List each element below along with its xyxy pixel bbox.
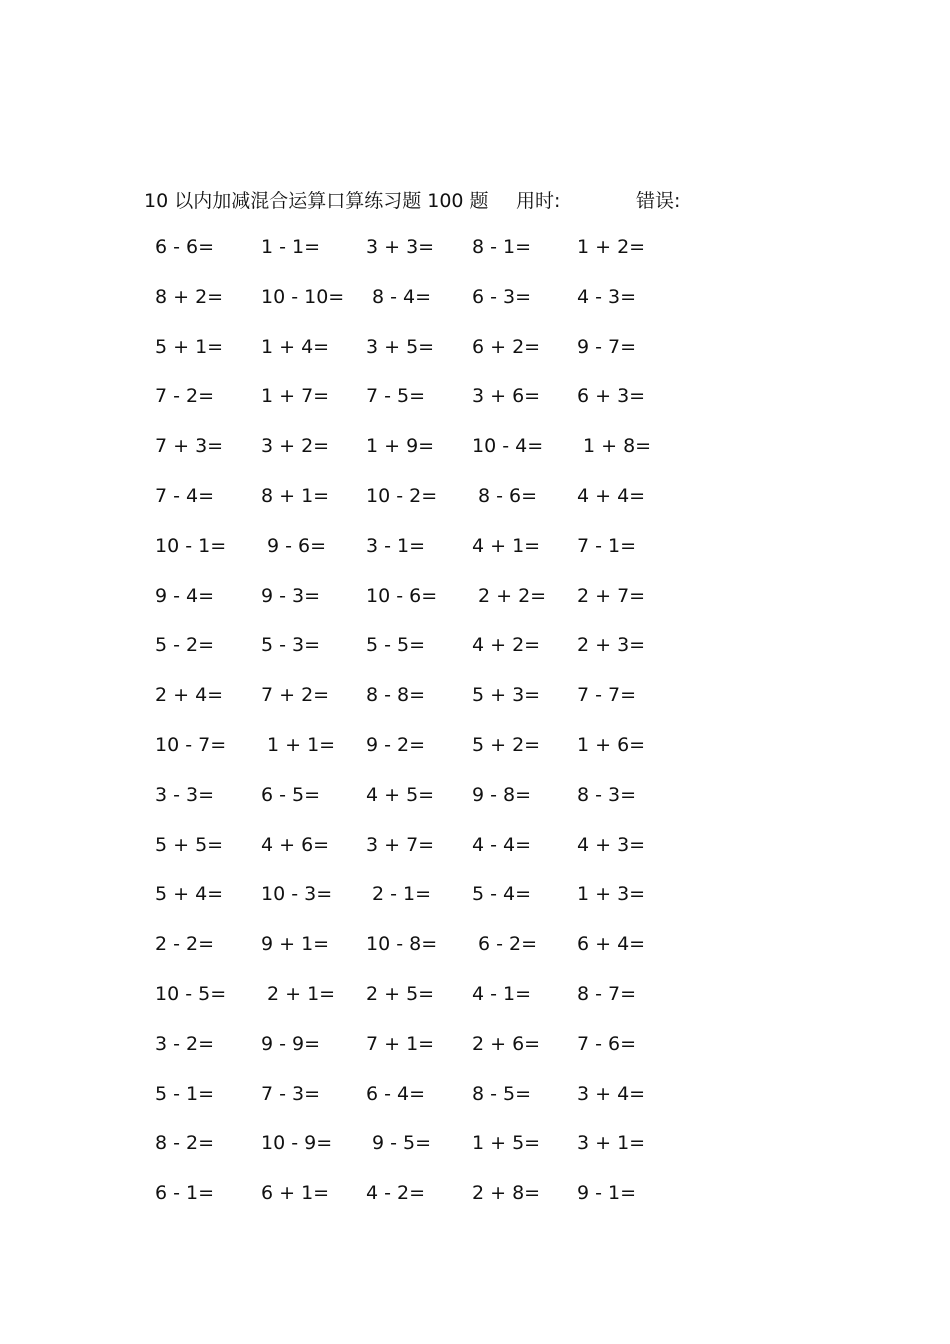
problem-item: 7 + 1=: [366, 1032, 435, 1055]
problem-item: 2 + 6=: [472, 1032, 541, 1055]
problem-item: 5 + 3=: [472, 684, 541, 707]
problem-item: 9 + 1=: [261, 933, 330, 956]
problem-item: 4 + 6=: [261, 833, 330, 856]
problem-item: 2 + 1=: [267, 983, 336, 1005]
problem-item: 3 + 5=: [366, 335, 435, 358]
problem-item: 1 + 5=: [472, 1132, 541, 1155]
problem-item: 6 - 3=: [472, 285, 532, 308]
problem-item: 5 + 1=: [155, 335, 224, 358]
problem-item: 4 + 2=: [472, 634, 541, 657]
problem-row: [0, 385, 950, 425]
problem-item: 3 + 6=: [472, 385, 541, 408]
problem-row: [0, 734, 950, 774]
problem-item: 3 + 7=: [366, 833, 435, 856]
problem-item: 2 + 8=: [472, 1182, 541, 1205]
problem-item: 3 - 3=: [155, 783, 215, 806]
problem-item: 5 + 2=: [472, 734, 541, 756]
problem-row: [0, 1033, 950, 1073]
problem-row: [0, 535, 950, 575]
problem-item: 8 - 2=: [155, 1132, 215, 1155]
problem-item: 7 - 3=: [261, 1082, 321, 1105]
problem-item: 10 - 8=: [366, 933, 438, 956]
problem-item: 3 + 2=: [261, 435, 330, 458]
problem-item: 6 - 1=: [155, 1182, 215, 1205]
problem-item: 6 - 4=: [366, 1082, 426, 1105]
problem-item: 9 - 8=: [472, 783, 532, 806]
problem-item: 6 - 5=: [261, 783, 321, 806]
problem-row: [0, 435, 950, 475]
problem-item: 4 + 3=: [577, 833, 646, 856]
problem-item: 1 + 8=: [583, 435, 652, 458]
problem-item: 9 - 3=: [261, 584, 321, 607]
problem-item: 6 - 6=: [155, 236, 215, 258]
problem-item: 6 - 2=: [478, 933, 538, 956]
problem-item: 5 + 4=: [155, 883, 224, 906]
problem-item: 3 - 1=: [366, 534, 426, 557]
problem-item: 9 - 2=: [366, 734, 426, 756]
problem-item: 6 + 3=: [577, 385, 646, 408]
problem-item: 4 - 1=: [472, 983, 532, 1005]
problem-item: 4 - 3=: [577, 285, 637, 308]
problem-row: [0, 784, 950, 824]
problem-item: 6 + 2=: [472, 335, 541, 358]
problem-item: 7 - 6=: [577, 1032, 637, 1055]
problem-row: [0, 286, 950, 326]
problem-item: 7 - 5=: [366, 385, 426, 408]
problem-item: 10 - 9=: [261, 1132, 333, 1155]
problem-item: 7 - 4=: [155, 485, 215, 507]
problem-item: 1 + 2=: [577, 236, 646, 258]
problem-item: 8 + 1=: [261, 485, 330, 507]
problem-item: 9 - 6=: [267, 534, 327, 557]
problem-item: 8 + 2=: [155, 285, 224, 308]
worksheet-header: [144, 186, 744, 216]
problem-item: 2 + 7=: [577, 584, 646, 607]
problem-item: 4 + 5=: [366, 783, 435, 806]
problem-item: 10 - 2=: [366, 485, 438, 507]
problem-item: 10 - 7=: [155, 734, 227, 756]
problem-row: [0, 684, 950, 724]
problem-item: 10 - 5=: [155, 983, 227, 1005]
problem-item: 1 + 7=: [261, 385, 330, 408]
problem-item: 2 + 3=: [577, 634, 646, 657]
problem-item: 10 - 10=: [261, 285, 345, 308]
problem-item: 8 - 5=: [472, 1082, 532, 1105]
problem-item: 1 + 3=: [577, 883, 646, 906]
problem-item: 1 + 4=: [261, 335, 330, 358]
problem-item: 6 + 1=: [261, 1182, 330, 1205]
problem-item: 5 - 1=: [155, 1082, 215, 1105]
problem-row: [0, 336, 950, 376]
problem-row: [0, 1132, 950, 1172]
problem-item: 1 + 9=: [366, 435, 435, 458]
worksheet-title: 10 以内加减混合运算口算练习题 100 题: [144, 190, 489, 212]
time-label: 用时:: [516, 190, 561, 212]
problem-row: [0, 585, 950, 625]
problem-item: 8 - 7=: [577, 983, 637, 1005]
problem-item: 10 - 4=: [472, 435, 544, 458]
problem-item: 8 - 4=: [372, 285, 432, 308]
problem-item: 1 - 1=: [261, 236, 321, 258]
errors-label: 错误:: [636, 190, 681, 212]
problem-item: 2 + 2=: [478, 584, 547, 607]
problem-item: 1 + 6=: [577, 734, 646, 756]
problem-item: 3 + 3=: [366, 236, 435, 258]
problem-item: 3 - 2=: [155, 1032, 215, 1055]
problem-item: 9 - 4=: [155, 584, 215, 607]
problem-item: 9 - 7=: [577, 335, 637, 358]
problem-item: 7 + 3=: [155, 435, 224, 458]
problem-row: [0, 983, 950, 1023]
problem-item: 9 - 1=: [577, 1182, 637, 1205]
problem-item: 7 - 7=: [577, 684, 637, 707]
problem-item: 9 - 5=: [372, 1132, 432, 1155]
problem-item: 3 + 4=: [577, 1082, 646, 1105]
problem-item: 5 - 2=: [155, 634, 215, 657]
problem-row: [0, 933, 950, 973]
problem-row: [0, 485, 950, 525]
problem-item: 5 - 5=: [366, 634, 426, 657]
problem-item: 4 + 1=: [472, 534, 541, 557]
problem-item: 2 - 1=: [372, 883, 432, 906]
problem-item: 6 + 4=: [577, 933, 646, 956]
problem-item: 8 - 3=: [577, 783, 637, 806]
problem-item: 4 - 4=: [472, 833, 532, 856]
problem-item: 2 + 5=: [366, 983, 435, 1005]
problem-item: 5 + 5=: [155, 833, 224, 856]
problem-row: [0, 236, 950, 276]
problem-item: 7 - 2=: [155, 385, 215, 408]
problem-row: [0, 883, 950, 923]
problem-item: 5 - 3=: [261, 634, 321, 657]
problem-item: 10 - 1=: [155, 534, 227, 557]
problem-item: 4 + 4=: [577, 485, 646, 507]
problem-item: 10 - 6=: [366, 584, 438, 607]
problem-item: 8 - 6=: [478, 485, 538, 507]
problem-item: 5 - 4=: [472, 883, 532, 906]
problem-item: 2 + 4=: [155, 684, 224, 707]
problem-row: [0, 1083, 950, 1123]
problem-item: 7 - 1=: [577, 534, 637, 557]
problem-item: 9 - 9=: [261, 1032, 321, 1055]
problem-row: [0, 834, 950, 874]
problem-item: 1 + 1=: [267, 734, 336, 756]
problem-item: 3 + 1=: [577, 1132, 646, 1155]
problem-item: 4 - 2=: [366, 1182, 426, 1205]
problem-row: [0, 1182, 950, 1222]
problem-row: [0, 634, 950, 674]
problem-item: 7 + 2=: [261, 684, 330, 707]
problem-item: 8 - 8=: [366, 684, 426, 707]
problem-item: 10 - 3=: [261, 883, 333, 906]
problem-item: 8 - 1=: [472, 236, 532, 258]
problem-item: 2 - 2=: [155, 933, 215, 956]
